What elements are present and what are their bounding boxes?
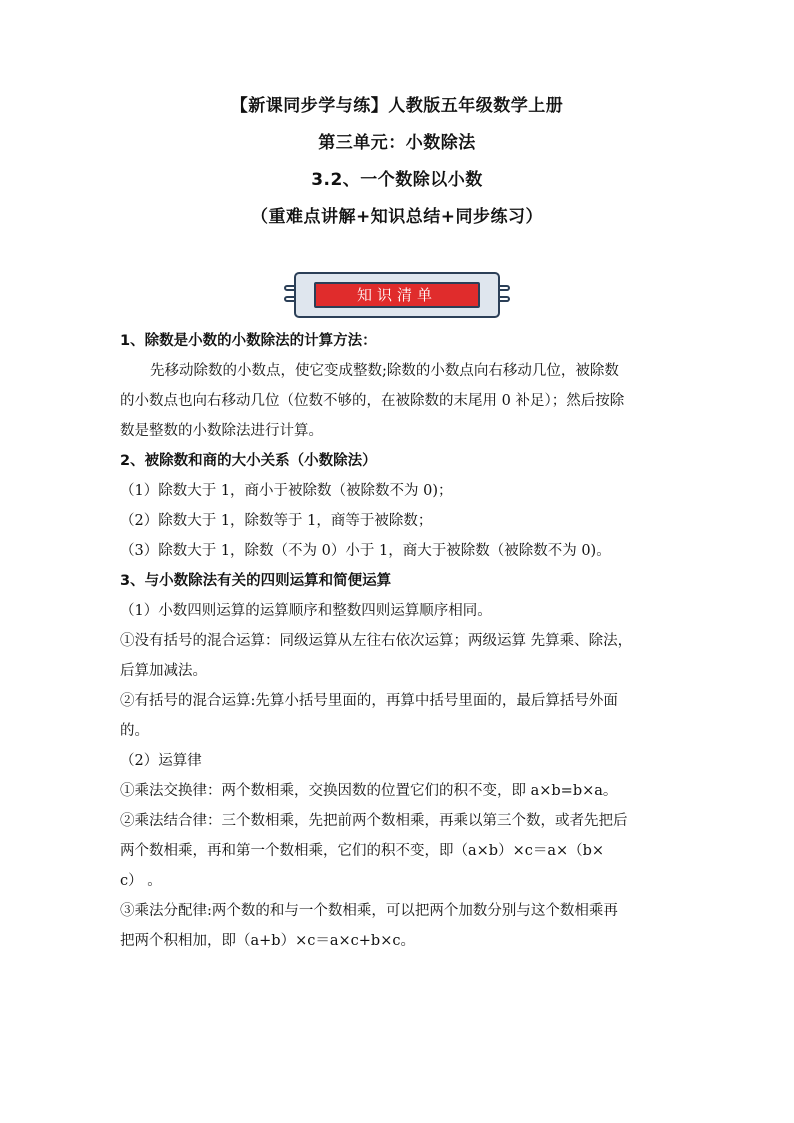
- section-3-line: c） 。: [120, 873, 162, 889]
- section-1-heading: 1、除数是小数的小数除法的计算方法：: [120, 333, 377, 349]
- section-2-item: （3）除数大于 1，除数（不为 0）小于 1，商大于被除数（被除数不为 0)。: [120, 543, 611, 559]
- section-2-item: （1）除数大于 1，商小于被除数（被除数不为 0)；: [120, 483, 453, 499]
- section-3-line: 两个数相乘，再和第一个数相乘，它们的积不变，即（a×b）×c＝a×（b×: [120, 843, 605, 859]
- section-2-item: （2）除数大于 1，除数等于 1，商等于被除数；: [120, 513, 433, 529]
- lesson-title: 3.2、一个数除以小数: [311, 170, 483, 190]
- section-3-line: （1）小数四则运算的运算顺序和整数四则运算顺序相同。: [120, 603, 492, 619]
- section-3-line: ①乘法交换律：两个数相乘，交换因数的位置它们的积不变，即 a×b=b×a。: [120, 783, 618, 799]
- section-3-line: 的。: [120, 723, 149, 739]
- section-2-heading: 2、被除数和商的大小关系（小数除法）: [120, 453, 377, 469]
- knowledge-list-banner: [284, 272, 510, 322]
- section-3-line: （2）运算律: [120, 753, 202, 769]
- section-3-line: ②乘法结合律：三个数相乘，先把前两个数相乘，再乘以第三个数，或者先把后: [120, 813, 628, 829]
- document-title: 【新课同步学与练】人教版五年级数学上册: [230, 96, 564, 116]
- section-1-paragraph-line: 数是整数的小数除法进行计算。: [120, 423, 323, 439]
- section-3-line: ②有括号的混合运算:先算小括号里面的，再算中括号里面的，最后算括号外面: [120, 693, 618, 709]
- section-3-line: 后算加减法。: [120, 663, 207, 679]
- section-3-line: ①没有括号的混合运算：同级运算从左往右依次运算；两级运算 先算乘、除法，: [120, 633, 633, 649]
- document-body: [120, 326, 680, 956]
- lesson-subtitle: （重难点讲解+知识总结+同步练习）: [251, 207, 543, 227]
- unit-title: 第三单元：小数除法: [318, 133, 476, 153]
- section-1-paragraph-line: 先移动除数的小数点，使它变成整数;除数的小数点向右移动几位，被除数: [150, 363, 619, 379]
- section-3-line: ③乘法分配律:两个数的和与一个数相乘，可以把两个加数分别与这个数相乘再: [120, 903, 618, 919]
- section-3-heading: 3、与小数除法有关的四则运算和简便运算: [120, 573, 392, 589]
- section-3-line: 把两个积相加，即（a+b）×c＝a×c+b×c。: [120, 933, 415, 949]
- section-1-paragraph-line: 的小数点也向右移动几位（位数不够的，在被除数的末尾用 0 补足）；然后按除: [120, 393, 625, 409]
- title-block: [0, 96, 794, 244]
- banner-label: 知识清单: [314, 282, 480, 308]
